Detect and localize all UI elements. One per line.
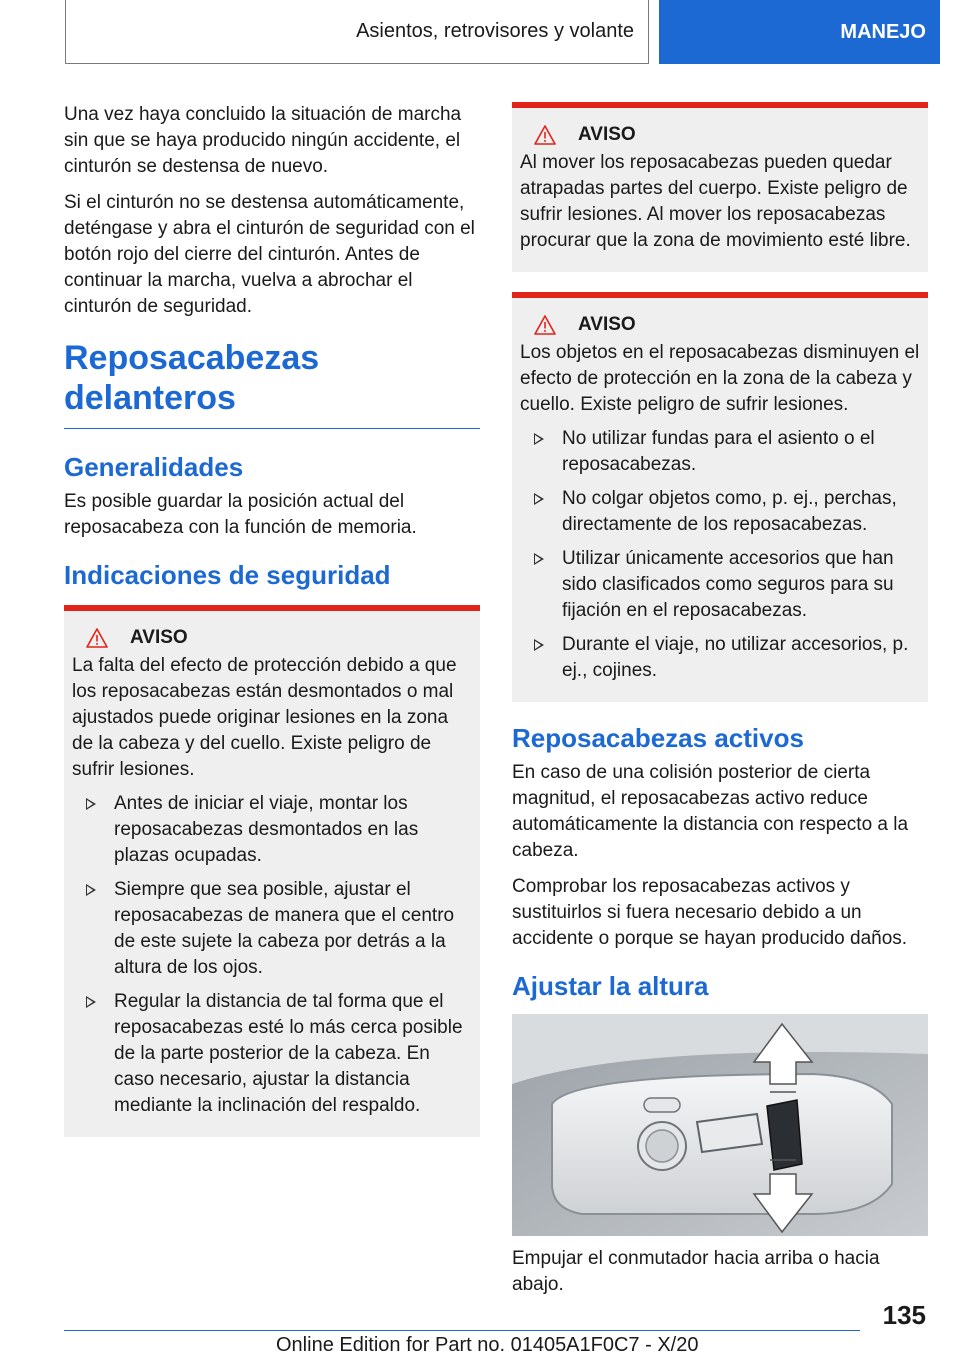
triangle-bullet-icon — [534, 433, 544, 445]
heading-safety: Indicaciones de seguridad — [64, 560, 391, 590]
paragraph-active-2: Comprobar los reposacabezas activos y sustituirlos si fuera necesario debido a un accidente o porque se hayan producido daños. — [512, 876, 908, 949]
warning-triangle-icon — [534, 125, 556, 145]
paragraph-belt-manual: Si el cinturón no se destensa automáticamente, deténgase y abra el cinturón de seguridad con el botón rojo del cierre del cinturón. Antes de continuar la marcha, vuelva a abrochar el cinturón de seguridad. — [64, 192, 475, 317]
heading-general: Generalidades — [64, 452, 244, 482]
heading-adjust-height: Ajustar la altura — [512, 971, 709, 1001]
list-item — [520, 546, 920, 624]
notice-title-text: AVISO — [130, 627, 188, 648]
section-title: Asientos, retrovisores y volante — [356, 20, 634, 42]
list-item-text: Siempre que sea posible, ajustar el reposacabezas de manera que el centro de este sujete la cabeza por detrás a la altura de los ojos. — [114, 879, 455, 978]
warning-notice-headrest — [64, 605, 480, 1137]
notice-list — [72, 791, 472, 1119]
triangle-bullet-icon — [86, 996, 96, 1008]
list-item-text: No colgar objetos como, p. ej., perchas, directamente de los reposacabezas. — [562, 488, 897, 535]
left-column — [64, 102, 480, 1157]
notice-title-text: AVISO — [578, 314, 636, 335]
paragraph-active-1: En caso de una colisión posterior de cierta magnitud, el reposacabezas activo reduce automáticamente la distancia con respecto a la cabeza. — [512, 762, 909, 861]
page-number: 135 — [882, 1300, 926, 1330]
list-item-text: No utilizar fundas para el asiento o el reposacabezas. — [562, 428, 875, 475]
notice-text: Los objetos en el reposacabezas disminuyen el efecto de protección en la zona de la cabeza y cuello. Existe peligro de sufrir lesiones. — [520, 342, 920, 415]
footer-edition: Online Edition for Part no. 01405A1F0C7 - X/20 — [276, 1334, 699, 1356]
notice-title — [520, 124, 920, 146]
page-title: Reposacabezas delanteros — [64, 338, 480, 429]
list-item-text: Antes de iniciar el viaje, montar los reposacabezas desmontados en las plazas ocupadas. — [114, 793, 419, 866]
notice-title — [520, 314, 920, 336]
warning-notice-pinch — [512, 102, 928, 272]
warning-triangle-icon — [86, 628, 108, 648]
list-item — [520, 632, 920, 684]
seat-switch-illustration — [512, 1014, 928, 1236]
list-item — [520, 426, 920, 478]
triangle-bullet-icon — [86, 798, 96, 810]
notice-text: Al mover los reposacabezas pueden quedar atrapadas partes del cuerpo. Existe peligro de sufrir lesiones. Al mover los reposacabezas procurar que la zona de movimiento esté libre. — [520, 152, 911, 251]
right-column — [512, 102, 928, 1308]
heading-active-headrests: Reposacabezas activos — [512, 723, 804, 753]
paragraph-general: Es posible guardar la posición actual del reposacabeza con la función de memoria. — [64, 491, 417, 538]
triangle-bullet-icon — [534, 639, 544, 651]
notice-list — [520, 426, 920, 684]
list-item-text: Durante el viaje, no utilizar accesorios, p. ej., cojines. — [562, 634, 909, 681]
chapter-title: MANEJO — [840, 20, 926, 43]
list-item — [72, 877, 472, 981]
running-header-chapter — [659, 0, 940, 64]
paragraph-belt-release: Una vez haya concluido la situación de marcha sin que se haya producido ningún accidente, el cinturón se destensa de nuevo. — [64, 104, 462, 177]
warning-notice-objects — [512, 292, 928, 702]
notice-title-text: AVISO — [578, 124, 636, 145]
triangle-bullet-icon — [534, 493, 544, 505]
list-item-text: Regular la distancia de tal forma que el reposacabezas esté lo más cerca posible de la parte posterior de la cabeza. En caso necesario, ajustar la distancia mediante la inclinación del respaldo. — [114, 991, 463, 1116]
triangle-bullet-icon — [534, 553, 544, 565]
list-item — [72, 791, 472, 869]
list-item — [72, 989, 472, 1119]
running-header-section — [65, 0, 649, 64]
warning-triangle-icon — [534, 315, 556, 335]
list-item-text: Utilizar únicamente accesorios que han sido clasificados como seguros para su fijación en el reposacabezas. — [562, 548, 894, 621]
image-caption: Empujar el conmutador hacia arriba o hacia abajo. — [512, 1248, 880, 1295]
notice-title — [72, 627, 472, 649]
notice-text: La falta del efecto de protección debido a que los reposacabezas están desmontados o mal ajustados puede originar lesiones en la zona de la cabeza y del cuello. Existe peligro de sufrir lesiones. — [72, 655, 457, 780]
list-item — [520, 486, 920, 538]
triangle-bullet-icon — [86, 884, 96, 896]
footer-divider — [64, 1330, 860, 1331]
